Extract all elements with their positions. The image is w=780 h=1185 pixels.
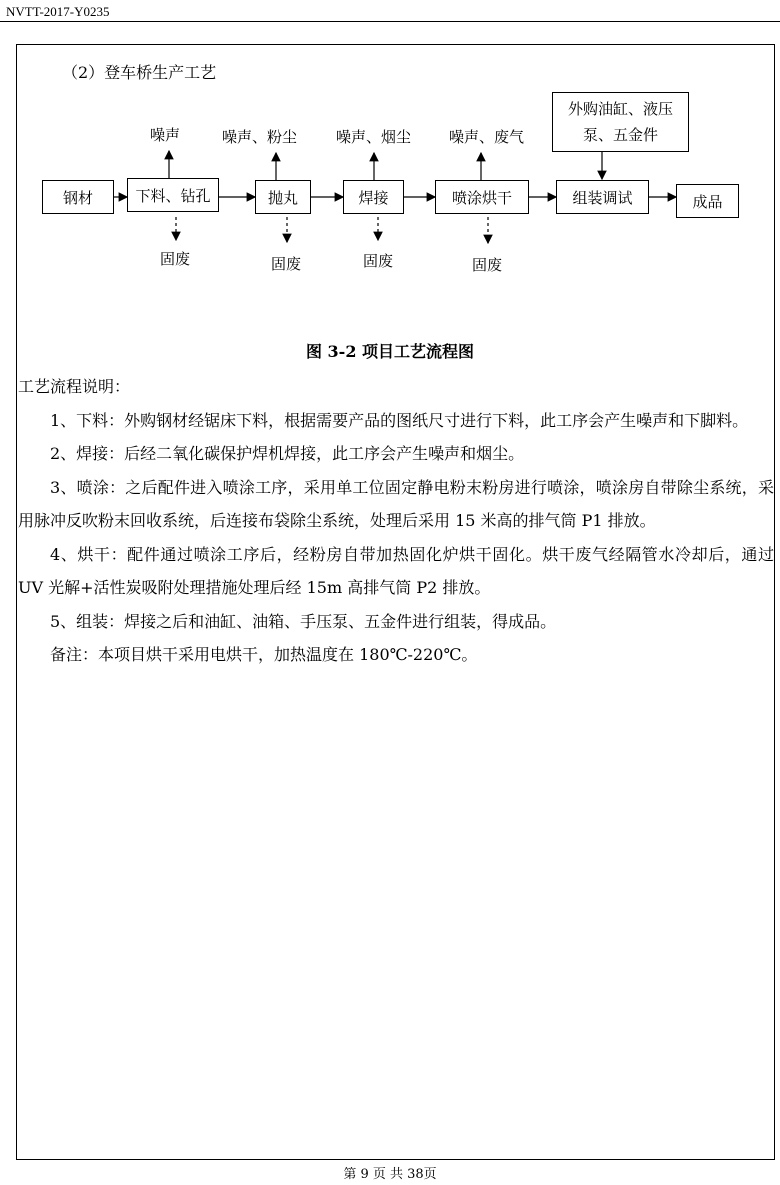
box-product: 成品 bbox=[676, 184, 739, 218]
box-weld: 焊接 bbox=[343, 180, 404, 214]
box-shot-blast: 抛丸 bbox=[255, 180, 311, 214]
paragraph-spraying: 3、喷涂：之后配件进入喷涂工序，采用单工位固定静电粉末粉房进行喷涂，喷涂房自带除尘系统，采用脉冲反吹粉末回收系统，后连接布袋除尘系统，处理后采用 15 米高的排气筒 P1 排放。 bbox=[18, 477, 774, 530]
emission-label-blast: 噪声、粉尘 bbox=[222, 128, 298, 146]
paragraph-cutting: 1、下料：外购钢材经锯床下料，根据需要产品的图纸尺寸进行下料，此工序会产生噪声和下脚料。 bbox=[50, 410, 749, 430]
box-purchased-parts: 外购油缸、液压泵、五金件 bbox=[552, 92, 689, 152]
waste-label-cut: 固废 bbox=[160, 250, 191, 268]
section-title: （2）登车桥生产工艺 bbox=[62, 63, 217, 82]
paragraph-note: 备注：本项目烘干采用电烘干，加热温度在 180℃-220℃。 bbox=[50, 645, 478, 664]
flow-connectors bbox=[0, 0, 780, 330]
description-intro: 工艺流程说明： bbox=[18, 377, 131, 396]
emission-label-spray: 噪声、废气 bbox=[449, 128, 525, 146]
emission-label-cut: 噪声 bbox=[150, 126, 181, 144]
paragraph-welding: 2、焊接：后经二氧化碳保护焊机焊接，此工序会产生噪声和烟尘。 bbox=[50, 444, 525, 463]
waste-label-spray: 固废 bbox=[472, 256, 503, 274]
waste-label-blast: 固废 bbox=[271, 255, 302, 273]
page-number: 第 9 页 共 38页 bbox=[343, 1167, 437, 1182]
box-cut-drill: 下料、钻孔 bbox=[127, 178, 219, 212]
paragraph-drying: 4、烘干：配件通过喷涂工序后，经粉房自带加热固化炉烘干固化。烘干废气经隔管水冷却后，通过 UV 光解+活性炭吸附处理措施处理后经 15m 高排气筒 P2 排放。 bbox=[18, 544, 774, 597]
paragraph-assembly: 5、组装：焊接之后和油缸、油箱、手压泵、五金件进行组装，得成品。 bbox=[50, 611, 557, 631]
box-steel: 钢材 bbox=[42, 180, 114, 214]
waste-label-weld: 固废 bbox=[363, 252, 394, 270]
emission-label-weld: 噪声、烟尘 bbox=[336, 128, 412, 146]
process-description bbox=[18, 370, 774, 672]
document-code: NVTT-2017-Y0235 bbox=[6, 4, 110, 19]
figure-caption: 图 3-2 项目工艺流程图 bbox=[305, 342, 475, 361]
box-spray-dry: 喷涂烘干 bbox=[435, 180, 529, 214]
process-flow-diagram bbox=[0, 0, 780, 330]
box-assembly: 组装调试 bbox=[556, 180, 649, 214]
